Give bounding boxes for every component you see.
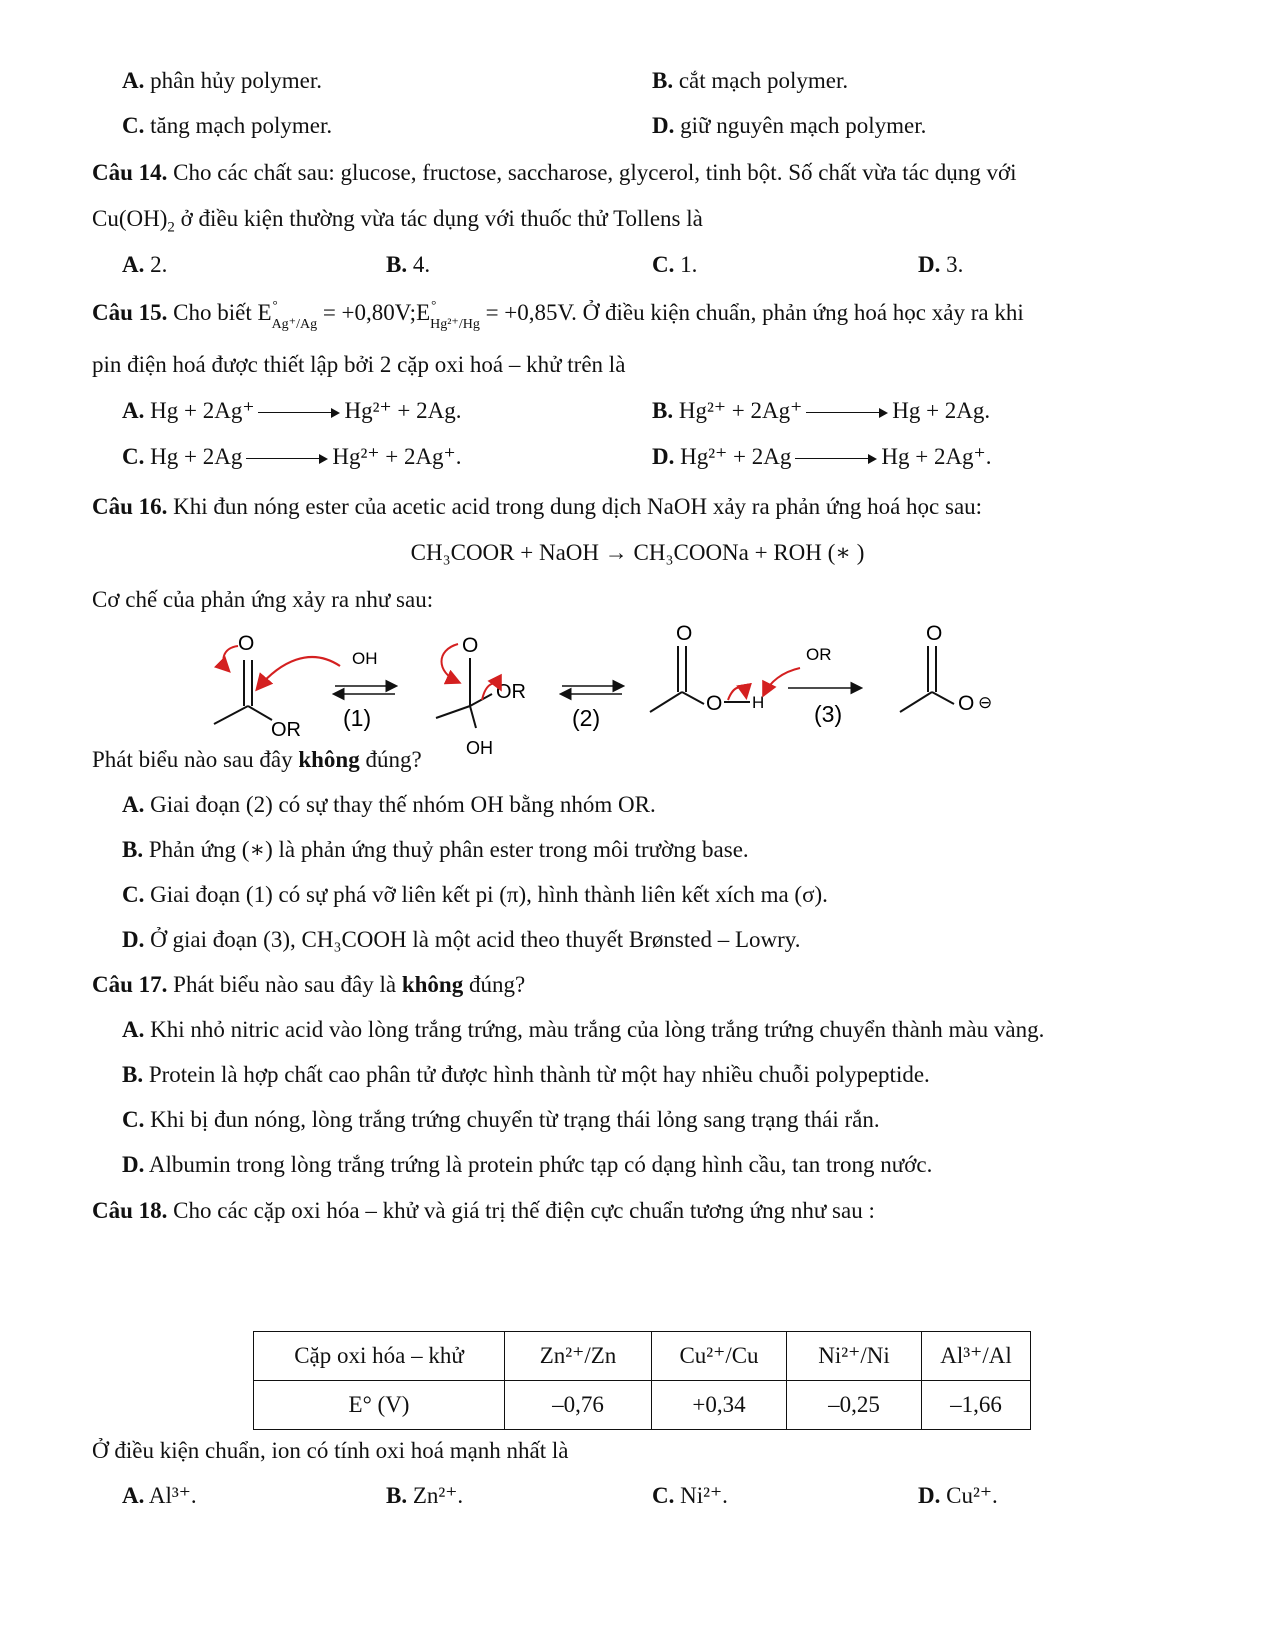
bond: [436, 706, 470, 718]
formula-text: Cu(OH): [92, 206, 168, 231]
question-label: Câu 15.: [92, 300, 168, 325]
hydrogen-atom: H: [752, 693, 765, 712]
q15-option-a: [122, 396, 461, 426]
option-key: C.: [122, 113, 145, 138]
potential-value: = +0,80V;: [317, 300, 417, 325]
reactants: Hg²⁺ + 2Ag⁺: [673, 398, 803, 423]
oxygen-atom: O: [238, 632, 255, 655]
question-text: Cho biết: [167, 300, 258, 325]
option-text: Zn²⁺.: [407, 1483, 464, 1508]
option-text: Phản ứng (∗) là phản ứng thuỷ phân ester trong môi trường base.: [143, 837, 749, 862]
q16-option-d: [122, 925, 801, 955]
reactants: Hg + 2Ag⁺: [144, 398, 255, 423]
q14-option-a: [122, 250, 167, 280]
oxygen-atom: O: [462, 634, 479, 657]
option-text: 3.: [940, 252, 964, 277]
q15-stem-line2: pin điện hoá được thiết lập bởi 2 cặp oxi hoá – khử trên là: [92, 352, 626, 377]
question-text: Cho các cặp oxi hóa – khử và giá trị thế điện cực chuẩn tương ứng như sau :: [167, 1198, 875, 1223]
question-label: Câu 16.: [92, 494, 168, 519]
potential-table: [253, 1331, 1031, 1430]
option-text: Giai đoạn (1) có sự phá vỡ liên kết pi (π), hình thành liên kết xích ma (σ).: [144, 882, 828, 907]
electron-arrow-icon: [223, 646, 238, 670]
question-label: Câu 18.: [92, 1198, 168, 1223]
table-row: [254, 1332, 1031, 1381]
electron-arrow-icon: [728, 687, 746, 700]
option-key: D.: [652, 444, 675, 469]
reactants: Hg²⁺ + 2Ag: [674, 444, 792, 469]
potential-ag: [258, 298, 318, 332]
products: Hg + 2Ag⁺.: [881, 444, 992, 469]
q18-option-a: [122, 1481, 197, 1511]
reaction-arrow-icon: [795, 453, 877, 465]
option-key: C.: [122, 444, 145, 469]
option-key: B.: [386, 1483, 408, 1508]
or-group: OR: [496, 681, 526, 703]
oxygen-atom: O: [958, 692, 975, 715]
q18-option-b: [386, 1481, 463, 1511]
bond: [900, 692, 932, 712]
question-label: Câu 14.: [92, 160, 168, 185]
q17-option-a: [122, 1015, 1044, 1045]
q16-option-c: [122, 880, 828, 910]
table-header-cell: Zn²⁺/Zn: [505, 1332, 652, 1381]
option-key: D.: [918, 1483, 941, 1508]
option-text: cắt mạch polymer.: [673, 68, 849, 93]
e-symbol: E: [257, 300, 272, 325]
question-text: Khi đun nóng ester của acetic acid trong dung dịch NaOH xảy ra phản ứng hoá học sau:: [167, 494, 983, 519]
q16-question: [92, 745, 422, 775]
e-symbol: E: [416, 300, 431, 325]
option-key: D.: [122, 1152, 145, 1177]
option-key: B.: [652, 68, 674, 93]
reaction-arrow-icon: [258, 407, 340, 419]
q18-stem: [92, 1196, 875, 1226]
option-key: D.: [122, 927, 145, 952]
bond: [214, 706, 248, 724]
emphasis: không: [298, 747, 360, 772]
alkoxide-nucleophile: OR: [806, 645, 832, 664]
subscript: 2: [167, 219, 175, 236]
nucleophile-arrow-icon: [258, 657, 340, 688]
option-text: 4.: [407, 252, 431, 277]
question-text: Phát biểu nào sau đây: [92, 747, 299, 772]
q17-stem: [92, 970, 525, 1000]
couple-subscript: Ag⁺/Ag: [271, 317, 318, 332]
electron-arrow-icon: [442, 644, 459, 682]
bond: [932, 692, 954, 704]
question-text: ở điều kiện thường vừa tác dụng với thuốc thử Tollens là: [174, 206, 703, 231]
option-text: Ni²⁺.: [674, 1483, 728, 1508]
option-text: Albumin trong lòng trắng trứng là protein phức tạp có dạng hình cầu, tan trong nước.: [144, 1152, 933, 1177]
oxygen-atom: O: [926, 622, 943, 645]
q17-option-b: [122, 1060, 930, 1090]
products: Hg²⁺ + 2Ag⁺.: [332, 444, 462, 469]
acetate-structure: [900, 622, 992, 715]
option-text: Al³⁺.: [144, 1483, 197, 1508]
option-key: A.: [122, 68, 145, 93]
option-key: B.: [386, 252, 408, 277]
q17-option-c: [122, 1105, 880, 1135]
tetrahedral-intermediate: [436, 634, 526, 758]
option-key: A.: [122, 398, 145, 423]
reaction-arrow-icon: [806, 407, 888, 419]
question-label: Câu 17.: [92, 972, 168, 997]
q18-question: Ở điều kiện chuẩn, ion có tính oxi hoá mạnh nhất là: [92, 1438, 569, 1463]
table-cell: +0,34: [652, 1381, 787, 1430]
step-label-2: (2): [572, 705, 601, 731]
option-key: B.: [122, 1062, 144, 1087]
option-text: Ở giai đoạn (3), CH₃COOH là một acid theo thuyết Brønsted – Lowry.: [144, 927, 801, 952]
oh-group: OH: [466, 738, 493, 758]
option-key: A.: [122, 1483, 145, 1508]
potential-value: = +0,85V: [479, 300, 572, 325]
potential-hg: [416, 298, 480, 332]
option-text: tăng mạch polymer.: [144, 113, 333, 138]
q18-option-d: [918, 1481, 998, 1511]
q15-stem-line1: [92, 298, 1024, 332]
q14-stem-line2: [92, 204, 703, 234]
table-row: [254, 1381, 1031, 1430]
option-text: giữ nguyên mạch polymer.: [674, 113, 927, 138]
q13-option-c: [122, 111, 332, 141]
bond: [650, 692, 682, 712]
option-key: A.: [122, 792, 145, 817]
table-cell: –1,66: [922, 1381, 1031, 1430]
option-text: phân hủy polymer.: [144, 68, 322, 93]
option-key: C.: [652, 252, 675, 277]
table-header-cell: Al³⁺/Al: [922, 1332, 1031, 1381]
option-text: 1.: [674, 252, 698, 277]
bond: [470, 694, 492, 706]
table-header-cell: Cu²⁺/Cu: [652, 1332, 787, 1381]
table-cell: –0,76: [505, 1381, 652, 1430]
q17-option-d: [122, 1150, 932, 1180]
question-text: . Ở điều kiện chuẩn, phản ứng hoá học xảy ra khi: [571, 300, 1024, 325]
table-cell: E° (V): [254, 1381, 505, 1430]
q14-option-d: [918, 250, 963, 280]
option-key: C.: [122, 882, 145, 907]
table-header-cell: Cặp oxi hóa – khử: [254, 1332, 505, 1381]
q18-option-c: [652, 1481, 728, 1511]
q14-option-c: [652, 250, 697, 280]
option-text: Giai đoạn (2) có sự thay thế nhóm OH bằng nhóm OR.: [144, 792, 656, 817]
bond: [470, 706, 476, 728]
option-text: Khi nhỏ nitric acid vào lòng trắng trứng, màu trắng của lòng trắng trứng chuyển thành màu vàng.: [144, 1017, 1045, 1042]
reactants: Hg + 2Ag: [144, 444, 243, 469]
option-key: B.: [122, 837, 144, 862]
q16-mechanism-intro: Cơ chế của phản ứng xảy ra như sau:: [92, 587, 434, 612]
q16-option-a: [122, 790, 656, 820]
degree-mark: °: [272, 297, 278, 312]
option-key: C.: [652, 1483, 675, 1508]
step-label-1: (1): [343, 705, 372, 731]
option-key: D.: [918, 252, 941, 277]
q13-option-a: [122, 66, 322, 96]
option-key: A.: [122, 1017, 145, 1042]
question-text: đúng?: [359, 747, 422, 772]
or-group: OR: [271, 719, 301, 741]
bond: [682, 692, 704, 704]
base-arrow-icon: [764, 668, 800, 694]
q15-option-c: [122, 442, 461, 472]
step-label-3: (3): [814, 701, 843, 727]
degree-mark: °: [431, 297, 437, 312]
hydroxide-nucleophile: OH: [352, 649, 378, 668]
option-text: Khi bị đun nóng, lòng trắng trứng chuyển từ trạng thái lỏng sang trạng thái rắn.: [144, 1107, 880, 1132]
ester-structure: [214, 632, 340, 741]
option-key: A.: [122, 252, 145, 277]
q14-option-b: [386, 250, 430, 280]
q16-option-b: [122, 835, 749, 865]
table-header-cell: Ni²⁺/Ni: [787, 1332, 922, 1381]
option-key: B.: [652, 398, 674, 423]
oxygen-atom: O: [676, 622, 693, 645]
option-text: Protein là hợp chất cao phân tử được hình thành từ một hay nhiều chuỗi polypeptide.: [143, 1062, 930, 1087]
bond: [248, 706, 272, 720]
negative-charge-icon: ⊖: [978, 693, 993, 712]
question-text: Cho các chất sau: glucose, fructose, saccharose, glycerol, tinh bột. Số chất vừa tác dụng với: [167, 160, 1017, 185]
reaction-arrow-icon: [246, 453, 328, 465]
option-key: D.: [652, 113, 675, 138]
emphasis: không: [401, 972, 464, 997]
option-text: Cu²⁺.: [940, 1483, 998, 1508]
acetic-acid-structure: [650, 622, 800, 715]
table-cell: –0,25: [787, 1381, 922, 1430]
q16-stem-line1: [92, 492, 982, 522]
question-text: đúng?: [463, 972, 526, 997]
products: Hg + 2Ag.: [892, 398, 991, 423]
option-key: C.: [122, 1107, 145, 1132]
q13-option-b: [652, 66, 848, 96]
oxygen-atom: O: [706, 692, 723, 715]
couple-subscript: Hg²⁺/Hg: [430, 317, 480, 332]
question-text: Phát biểu nào sau đây là: [167, 972, 402, 997]
products: Hg²⁺ + 2Ag.: [344, 398, 462, 423]
q16-equation: CH₃COOR + NaOH → CH₃COONa + ROH (∗ ): [410, 540, 865, 565]
option-text: 2.: [144, 252, 168, 277]
q15-option-d: [652, 442, 991, 472]
q14-stem-line1: [92, 158, 1017, 188]
q13-option-d: [652, 111, 926, 141]
q15-option-b: [652, 396, 990, 426]
